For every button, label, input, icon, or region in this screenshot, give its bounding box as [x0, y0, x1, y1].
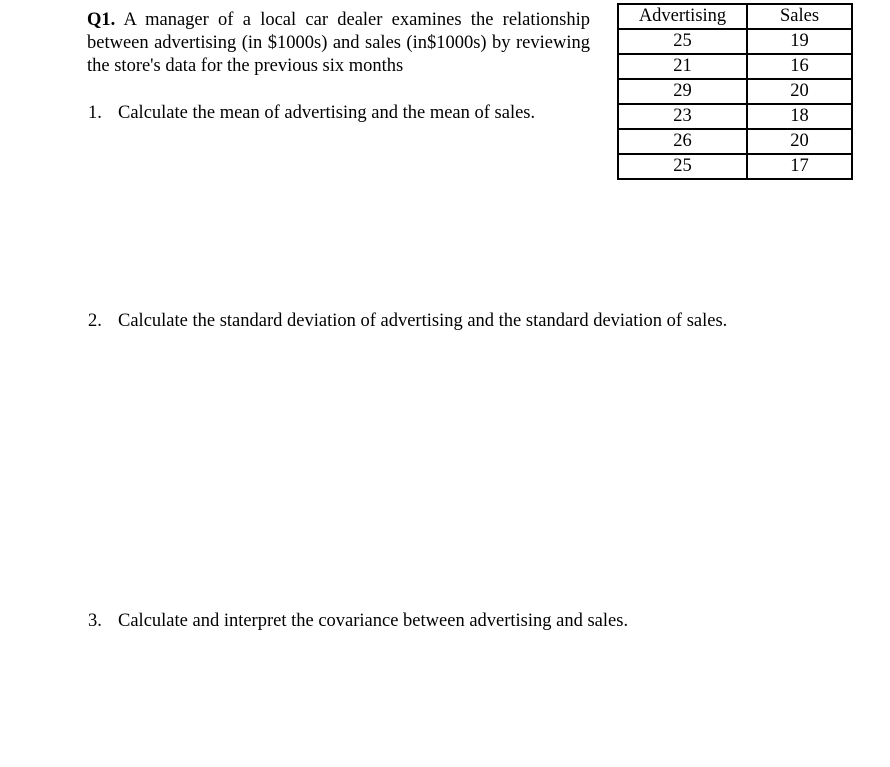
question-3-text: Calculate and interpret the covariance between advertising and sales. [118, 611, 629, 631]
table-row [618, 129, 852, 154]
question-1-text: Calculate the mean of advertising and the mean of sales. [118, 103, 536, 123]
table-row [618, 79, 852, 104]
advertising-cell: 21 [618, 54, 747, 79]
sales-cell: 18 [747, 104, 852, 129]
table-row [618, 154, 852, 179]
table-row [618, 29, 852, 54]
question-1-number: 1. [88, 103, 102, 123]
sales-cell: 19 [747, 29, 852, 54]
advertising-cell: 29 [618, 79, 747, 104]
question-1 [88, 102, 535, 125]
question-2-number: 2. [88, 311, 102, 331]
sales-cell: 17 [747, 154, 852, 179]
question-3-number: 3. [88, 611, 102, 631]
header-sales: Sales [747, 4, 852, 29]
question-3 [88, 610, 628, 633]
header-advertising: Advertising [618, 4, 747, 29]
sales-cell: 16 [747, 54, 852, 79]
question-label: Q1. [87, 10, 116, 30]
table-header-row [618, 4, 852, 29]
advertising-cell: 26 [618, 129, 747, 154]
question-intro-text: A manager of a local car dealer examines the relationship between advertising (in $1000s) and sales (in$1000s) by reviewing the store's data for the previous six months [87, 10, 591, 76]
question-2-text: Calculate the standard deviation of advertising and the standard deviation of sales. [118, 311, 728, 331]
advertising-cell: 25 [618, 154, 747, 179]
sales-cell: 20 [747, 79, 852, 104]
question-intro [87, 9, 590, 78]
table-row [618, 104, 852, 129]
question-2 [88, 310, 727, 333]
data-table [617, 3, 853, 180]
advertising-cell: 23 [618, 104, 747, 129]
table-row [618, 54, 852, 79]
advertising-cell: 25 [618, 29, 747, 54]
sales-cell: 20 [747, 129, 852, 154]
